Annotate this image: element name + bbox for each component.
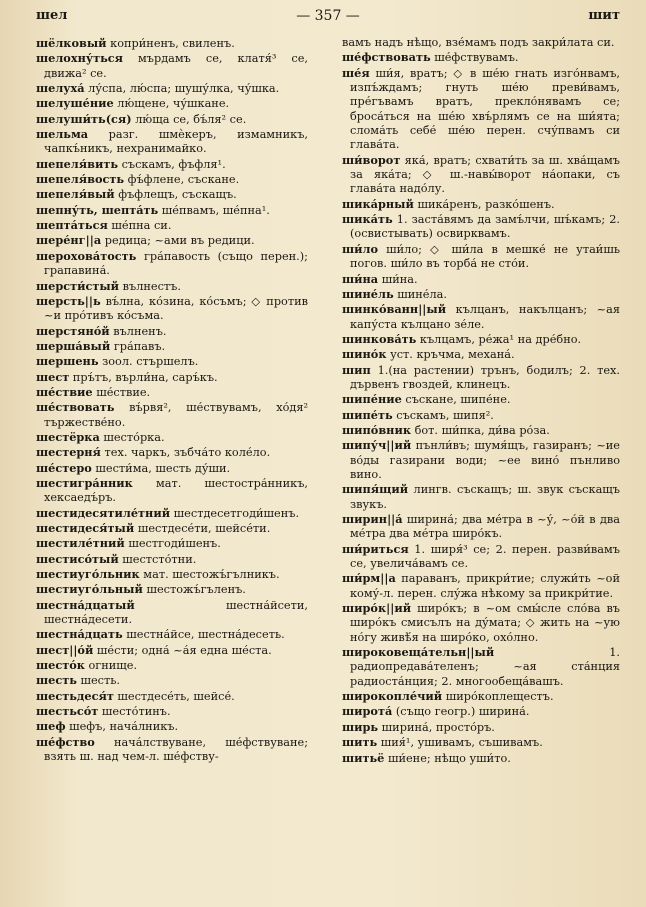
dictionary-entry [36, 385, 308, 400]
definition: ше́сти; одна́ ~а́я една ше́ста. [93, 643, 272, 657]
dictionary-entry [342, 332, 620, 347]
dictionary-entry [36, 430, 308, 445]
dictionary-entry [36, 339, 308, 354]
definition: нача́лствуване, ше́фствуване; взять ш. над чем-л. ше́фству- [44, 735, 308, 764]
definition: шестна́йсети, шестна́десети. [44, 598, 308, 627]
definition: лингв. съскащъ; ш. звук съскащъ звукъ. [350, 483, 620, 511]
definition: гра́павость (също перен.); грапавина́. [44, 249, 308, 278]
definition: (също геогр.) ширина́. [392, 705, 530, 719]
headword: шере́нг||а [36, 233, 102, 248]
definition: лю́щене, чу́шкане. [113, 97, 230, 111]
dictionary-entry [36, 51, 308, 81]
definition: ши́я, вратъ; ◇ в ше́ю гнать изго́нвамъ, изпъ́ждамъ; гнуть ше́ю преви́вамъ, пре́гъвамъ вратъ, прекло́нявамъ се; броса́ться на ше́ю хвъ́рлямъ се на ши́ята; слома́ть себе́ ше́ю перен. счу́пвамъ си глава́та. [350, 66, 620, 152]
headword: шестерня́ [36, 445, 101, 460]
dictionary-entry [36, 476, 308, 506]
headword: шепеля́вость [36, 172, 125, 187]
definition: шести́ма, шесть ду́ши. [91, 461, 231, 475]
definition: яка́, вратъ; схвати́ть за ш. хва́щамъ за яка́та; ◇ ш.-навы́ворот на́опаки, съ глава́та надо́лу. [350, 153, 620, 196]
headword: ши́риться [342, 541, 409, 556]
headword: ши́на [342, 271, 379, 286]
dictionary-entry [342, 601, 620, 645]
definition: ше́пна си. [107, 219, 172, 233]
dictionary-entry [36, 658, 308, 673]
headword: ше́ствие [36, 384, 93, 399]
headword: шипе́ние [342, 392, 402, 407]
dictionary-entry [36, 370, 308, 385]
dictionary-entry [342, 197, 620, 212]
definition: 1. радиопредава́теленъ; ~ая ста́нция радиоста́нция; 2. многообеща́вашъ. [350, 646, 620, 688]
headword: шестьдеся́т [36, 688, 114, 703]
definition: съскане, шипе́не. [401, 393, 511, 407]
dictionary-entry [36, 735, 308, 765]
definition: гра́павъ. [110, 339, 166, 353]
headword: ши́ворот [342, 152, 401, 167]
definition: кълцанъ, накълцанъ; ~ая капу́ста кълцано зе́ле. [350, 303, 620, 331]
definition: шия́¹, ушивамъ, съшивамъ. [377, 736, 543, 750]
dictionary-entry [342, 392, 620, 407]
dictionary-entry [342, 571, 620, 601]
dictionary-entry [36, 203, 308, 218]
headword: шипо́вник [342, 422, 411, 437]
dictionary-entry [342, 542, 620, 572]
dictionary-entry [36, 112, 308, 127]
definition: шефъ, нача́лникъ. [65, 720, 179, 734]
definition: шесть. [76, 674, 120, 688]
definition: ше́фствувамъ. [430, 51, 519, 65]
headword: ши́рм||а [342, 571, 396, 586]
definition: въ́лна, ко́зина, ко́съмъ; ◇ против ~и про́тивъ ко́съма. [44, 294, 308, 323]
dictionary-entry [342, 50, 620, 65]
definition: ше́ствие. [92, 385, 151, 399]
definition: шестгоди́шенъ. [124, 537, 221, 551]
definition: съскамъ, шипя². [392, 408, 494, 422]
definition: широ́коплещестъ. [442, 690, 554, 704]
headword: шепну́ть, шепта́ть [36, 202, 159, 217]
definition: бот. ши́пка, ди́ва ро́за. [410, 423, 550, 437]
definition: шестдесетгоди́шенъ. [170, 506, 300, 520]
dictionary-entry [36, 157, 308, 172]
definition: ши́ло; ◇ ши́ла в мешке́ не утаи́шь погов. ши́ло въ торба́ не сто́и. [350, 242, 620, 271]
definition: вълнестъ. [119, 279, 181, 293]
dictionary-entry [36, 704, 308, 719]
dictionary-entry [36, 279, 308, 294]
definition: шика́ренъ, разко́шенъ. [413, 197, 555, 211]
definition: фъфлещъ, съскащъ. [114, 188, 237, 202]
headword: шелохну́ться [36, 51, 123, 66]
headword: ше́фствовать [342, 50, 431, 65]
dictionary-entry [342, 347, 620, 362]
definition: широ́къ; в ~ом смы́сле сло́ва въ широ́къ смисълъ на ду́мата; ◇ жить на ~ую но́гу живѣ́я на широ́ко, охо́лно. [350, 602, 620, 644]
headword: шестисо́тый [36, 551, 119, 566]
dictionary-entry [36, 552, 308, 567]
left-column [36, 36, 308, 765]
header-left-guideword: шел [36, 8, 68, 23]
right-column [342, 36, 620, 766]
definition: мат. шестожъ́гълникъ. [139, 568, 280, 582]
dictionary-entry [342, 512, 620, 542]
definition: ширина́; два ме́тра в ~у́, ~о́й в два ме́тра два ме́тра широ́къ. [350, 513, 620, 541]
headword: шестьсо́т [36, 704, 99, 719]
headword: шепеля́вить [36, 156, 118, 171]
definition: въ́рвя², ше́ствувамъ, хо́дя² тържестве́но. [44, 401, 308, 429]
dictionary-entry [342, 242, 620, 272]
headword: широковеща́тельн||ый [342, 645, 495, 660]
definition: шестдесе́ть, шейсе́. [113, 689, 235, 703]
headword: шерша́вый [36, 338, 111, 353]
dictionary-entry [36, 598, 308, 628]
headword: шика́ть [342, 212, 393, 227]
page-number: — 357 — [296, 8, 360, 24]
definition: ши́на. [378, 272, 418, 286]
definition: тех. чаркъ, зъбча́то коле́ло. [100, 446, 271, 460]
dictionary-entry [342, 689, 620, 704]
dictionary-entry [36, 643, 308, 658]
headword: шипу́ч||ий [342, 438, 412, 453]
headword: шелуха́ [36, 81, 85, 96]
definition: вълненъ. [109, 324, 167, 338]
definition: лу́спа, лю́спа; шушу́лка, чу́шка. [84, 82, 280, 96]
headword: ше́ствовать [36, 400, 115, 415]
definition: 1. ширя́³ се; 2. перен. разви́вамъ се, увелича́вамъ се. [350, 542, 620, 571]
dictionary-entry [342, 212, 620, 242]
dictionary-entry [342, 153, 620, 197]
definition: пънли́въ; шумя́щъ, газиранъ; ~ие во́ды газирани води; ~ее вино́ пънливо вино. [350, 439, 620, 481]
definition: 1.(на растении) трънъ, бодилъ; 2. тех. дървенъ гвоздей, клинецъ. [350, 363, 620, 391]
dictionary-entry [36, 673, 308, 688]
dictionary-entry [36, 627, 308, 642]
headword: шестигра́нник [36, 475, 133, 490]
dictionary-entry [36, 719, 308, 734]
headword: широкопле́чий [342, 689, 443, 704]
headword: ше́фство [36, 734, 95, 749]
definition: вамъ надъ нѣщо, взе́мамъ подъ закри́лата си. [342, 36, 615, 49]
dictionary-entry [342, 704, 620, 719]
dictionary-entry [36, 218, 308, 233]
dictionary-entry [342, 66, 620, 153]
definition: копри́ненъ, свиленъ. [106, 37, 235, 50]
dictionary-entry [36, 445, 308, 460]
definition: ше́пвамъ, ше́пна¹. [158, 203, 270, 217]
definition: параванъ, прикри́тие; служи́ть ~ой кому́-л. перен. слу́жа нѣкому за прикри́тие. [350, 572, 620, 600]
headword: шерохова́тость [36, 248, 137, 263]
headword: шерстяно́й [36, 323, 110, 338]
definition: 1. заста́вямъ да замъ́лчи, шъ́камъ; 2. (освистывать) освирквамъ. [350, 213, 620, 241]
definition: пръ́тъ, върли́на, саръ́къ. [69, 370, 218, 384]
definition: мат. шестостра́нникъ, хексаедъ́ръ. [44, 476, 308, 505]
headword: шепеля́вый [36, 187, 115, 202]
headword: шесто́к [36, 658, 85, 673]
headword: шестна́дцатый [36, 597, 135, 612]
dictionary-entry [342, 36, 620, 50]
headword: шитьё [342, 750, 385, 765]
headword: шипе́ть [342, 407, 393, 422]
dictionary-entry [36, 582, 308, 597]
dictionary-entry [342, 302, 620, 332]
dictionary-entry [342, 287, 620, 302]
headword: шерсть||ь [36, 293, 101, 308]
definition: шине́ла. [393, 287, 447, 301]
headword: ше́я [342, 65, 370, 80]
dictionary-entry [342, 735, 620, 750]
headword: шика́рный [342, 196, 414, 211]
dictionary-entry [36, 96, 308, 111]
dictionary-entry [36, 81, 308, 96]
dictionary-entry [36, 461, 308, 476]
dictionary-entry [342, 645, 620, 689]
headword: ширин||а́ [342, 512, 403, 526]
headword: шесть [36, 673, 77, 688]
definition: шестдесе́ти, шейсе́ти. [134, 522, 271, 535]
dictionary-entry [342, 720, 620, 735]
headword: шестидеся́тый [36, 521, 135, 535]
headword: шеф [36, 719, 66, 734]
definition: ширина́, просто́ръ. [378, 720, 495, 734]
definition: шестсто́тни. [118, 552, 197, 566]
dictionary-entry [36, 689, 308, 704]
definition: огнище. [84, 659, 138, 673]
dictionary-entry [36, 172, 308, 187]
dictionary-entry [342, 423, 620, 438]
headword: шине́ль [342, 286, 394, 301]
definition: мърдамъ се, клатя́³ се, движа² се. [44, 52, 308, 80]
headword: шипя́щий [342, 482, 409, 497]
headword: ше́стеро [36, 460, 92, 475]
headword: шестна́дцать [36, 627, 123, 642]
definition: шестна́йсе, шестна́десеть. [122, 628, 285, 642]
dictionary-entry [36, 536, 308, 551]
definition: шесто́тинъ. [98, 705, 171, 719]
dictionary-entry [342, 408, 620, 423]
headword: шинкова́ть [342, 331, 417, 346]
definition: лю́ща се, бъ́ля² се. [131, 112, 247, 126]
headword: шельма [36, 127, 89, 142]
dictionary-entry [36, 233, 308, 248]
dictionary-entry [342, 363, 620, 393]
headword: шелуши́ть(ся) [36, 111, 132, 126]
dictionary-entry [36, 354, 308, 369]
dictionary-entry [36, 127, 308, 157]
headword: шершень [36, 354, 99, 369]
definition: кълцамъ, ре́жа¹ на дре́бно. [416, 332, 582, 346]
dictionary-entry [342, 272, 620, 287]
dictionary-entry [36, 521, 308, 536]
header-right-guideword: шит [588, 8, 620, 23]
dictionary-entry [36, 294, 308, 324]
definition: уст. кръчма, механа́. [386, 348, 515, 362]
dictionary-entry [36, 400, 308, 430]
headword: шерсти́стый [36, 278, 120, 293]
dictionary-entry [342, 482, 620, 512]
headword: шестёрка [36, 429, 100, 444]
headword: шёлковый [36, 36, 107, 50]
definition: съскамъ, фъфля¹. [118, 157, 226, 171]
headword: шест [36, 369, 70, 384]
definition: зоол. стършелъ. [98, 355, 199, 369]
page-header [36, 8, 620, 28]
definition: фъ́флене, съскане. [124, 173, 240, 187]
dictionary-entry [36, 324, 308, 339]
headword: шест||о́й [36, 642, 94, 657]
headword: шепта́ться [36, 218, 108, 233]
definition: шесто́рка. [99, 430, 165, 444]
headword: широ́к||ий [342, 601, 412, 616]
headword: шелуше́ние [36, 96, 114, 111]
dictionary-entry [36, 506, 308, 521]
definition: разг. шмѐкеръ, измамникъ, чапкъ́никъ, нехранимайко. [44, 128, 308, 156]
dictionary-entry [342, 438, 620, 482]
headword: шестиуго́льник [36, 567, 140, 582]
definition: шестожъ́гъленъ. [142, 583, 246, 597]
dictionary-entry [36, 36, 308, 51]
headword: шино́к [342, 347, 387, 362]
definition: редица; ~ами въ редици. [101, 234, 255, 248]
headword: шестидесятиле́тний [36, 505, 171, 520]
headword: шить [342, 735, 378, 750]
dictionary-entry [36, 249, 308, 279]
headword: ши́ло [342, 241, 379, 256]
headword: ширь [342, 719, 379, 734]
definition: ши́ене; нѣщо уши́то. [384, 751, 511, 765]
headword: шестиуго́льный [36, 582, 143, 597]
dictionary-entry [342, 751, 620, 766]
headword: шинко́ванн||ый [342, 302, 447, 317]
headword: шестиле́тний [36, 536, 125, 551]
dictionary-entry [36, 567, 308, 582]
headword: широта́ [342, 704, 393, 719]
dictionary-entry [36, 187, 308, 202]
headword: шип [342, 362, 371, 377]
